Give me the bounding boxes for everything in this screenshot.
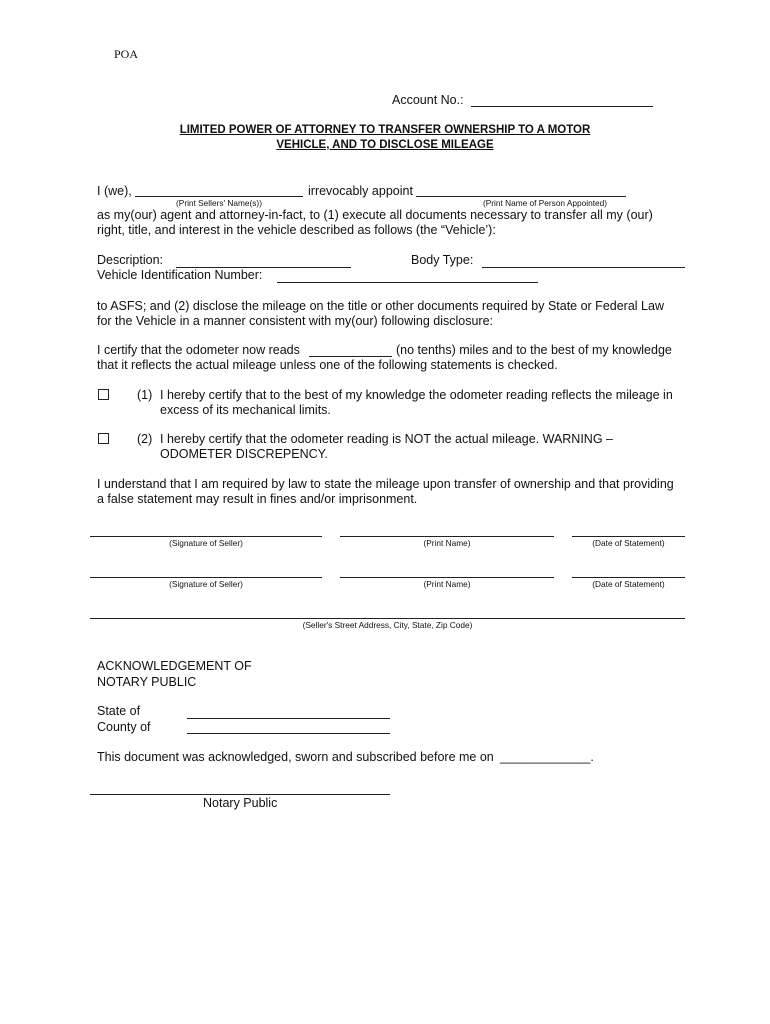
body-type-field[interactable] <box>482 267 685 268</box>
asfs-text-line2: for the Vehicle in a manner consistent with my(our) following disclosure: <box>97 314 494 328</box>
account-number-field[interactable] <box>471 106 653 107</box>
option1-text-line1: I hereby certify that to the best of my knowledge the odometer reading reflects the mileage in <box>160 388 673 402</box>
agent-text-line1: as my(our) agent and attorney-in-fact, to (1) execute all documents necessary to transfer all my (our) <box>97 208 653 222</box>
sellers-name-field[interactable] <box>135 196 303 197</box>
option2-number: (2) <box>137 432 153 446</box>
form-code: POA <box>114 47 139 61</box>
appointee-name-caption: (Print Name of Person Appointed) <box>482 198 608 208</box>
notary-heading-line1: ACKNOWLEDGEMENT OF <box>97 659 252 673</box>
appoint-middle: irrevocably appoint <box>308 184 413 198</box>
state-field[interactable] <box>187 718 390 719</box>
option2-text-line1: I hereby certify that the odometer reading is NOT the actual mileage. WARNING – <box>160 432 613 446</box>
acknowledged-text: This document was acknowledged, sworn and subscribed before me on <box>97 750 494 764</box>
understand-text-line1: I understand that I am required by law to state the mileage upon transfer of ownership and that providing <box>97 477 674 491</box>
document-title-line2: VEHICLE, AND TO DISCLOSE MILEAGE <box>276 139 494 151</box>
seller1-date-caption: (Date of Statement) <box>592 538 665 548</box>
seller1-signature-field[interactable] <box>90 536 322 537</box>
odometer-prefix: I certify that the odometer now reads <box>97 343 300 357</box>
odometer-text-line2: that it reflects the actual mileage unless one of the following statements is checked. <box>97 358 558 372</box>
appoint-prefix: I (we), <box>97 184 132 198</box>
understand-text-line2: a false statement may result in fines and/or imprisonment. <box>97 492 418 506</box>
seller2-signature-field[interactable] <box>90 577 322 578</box>
county-field[interactable] <box>187 733 390 734</box>
vin-label: Vehicle Identification Number: <box>97 268 263 282</box>
odometer-reading-field[interactable] <box>309 356 392 357</box>
vin-field[interactable] <box>277 282 538 283</box>
seller2-print-name-field[interactable] <box>340 577 554 578</box>
seller2-signature-caption: (Signature of Seller) <box>169 579 243 589</box>
description-label: Description: <box>97 253 163 267</box>
seller1-print-name-field[interactable] <box>340 536 554 537</box>
seller1-print-caption: (Print Name) <box>423 538 471 548</box>
county-label: County of <box>97 720 151 734</box>
document-title-line1: LIMITED POWER OF ATTORNEY TO TRANSFER OWNERSHIP TO A MOTOR <box>179 124 591 136</box>
agent-text-line2: right, title, and interest in the vehicle described as follows (the “Vehicle’): <box>97 223 496 237</box>
seller2-print-caption: (Print Name) <box>423 579 471 589</box>
asfs-text-line1: to ASFS; and (2) disclose the mileage on the title or other documents required by State or Federal Law <box>97 299 664 313</box>
seller2-date-field[interactable] <box>572 577 685 578</box>
acknowledged-date-field[interactable]: _____________. <box>500 750 594 764</box>
body-type-label: Body Type: <box>411 253 474 267</box>
seller1-date-field[interactable] <box>572 536 685 537</box>
sellers-name-caption: (Print Sellers' Name(s)) <box>176 198 262 208</box>
odometer-suffix: (no tenths) miles and to the best of my knowledge <box>396 343 672 357</box>
seller-address-caption: (Seller's Street Address, City, State, Zip Code) <box>302 620 473 630</box>
notary-signature-field[interactable] <box>90 794 390 795</box>
account-number-label: Account No.: <box>392 93 464 107</box>
option1-checkbox[interactable] <box>98 389 109 400</box>
seller2-date-caption: (Date of Statement) <box>592 579 665 589</box>
option1-number: (1) <box>137 388 153 402</box>
state-label: State of <box>97 704 141 718</box>
seller-address-field[interactable] <box>90 618 685 619</box>
option2-checkbox[interactable] <box>98 433 109 444</box>
seller1-signature-caption: (Signature of Seller) <box>169 538 243 548</box>
option2-text-line2: ODOMETER DISCREPENCY. <box>160 447 328 461</box>
option1-text-line2: excess of its mechanical limits. <box>160 403 331 417</box>
appointee-name-field[interactable] <box>416 196 626 197</box>
notary-heading-line2: NOTARY PUBLIC <box>97 675 197 689</box>
notary-public-caption: Notary Public <box>203 796 278 810</box>
